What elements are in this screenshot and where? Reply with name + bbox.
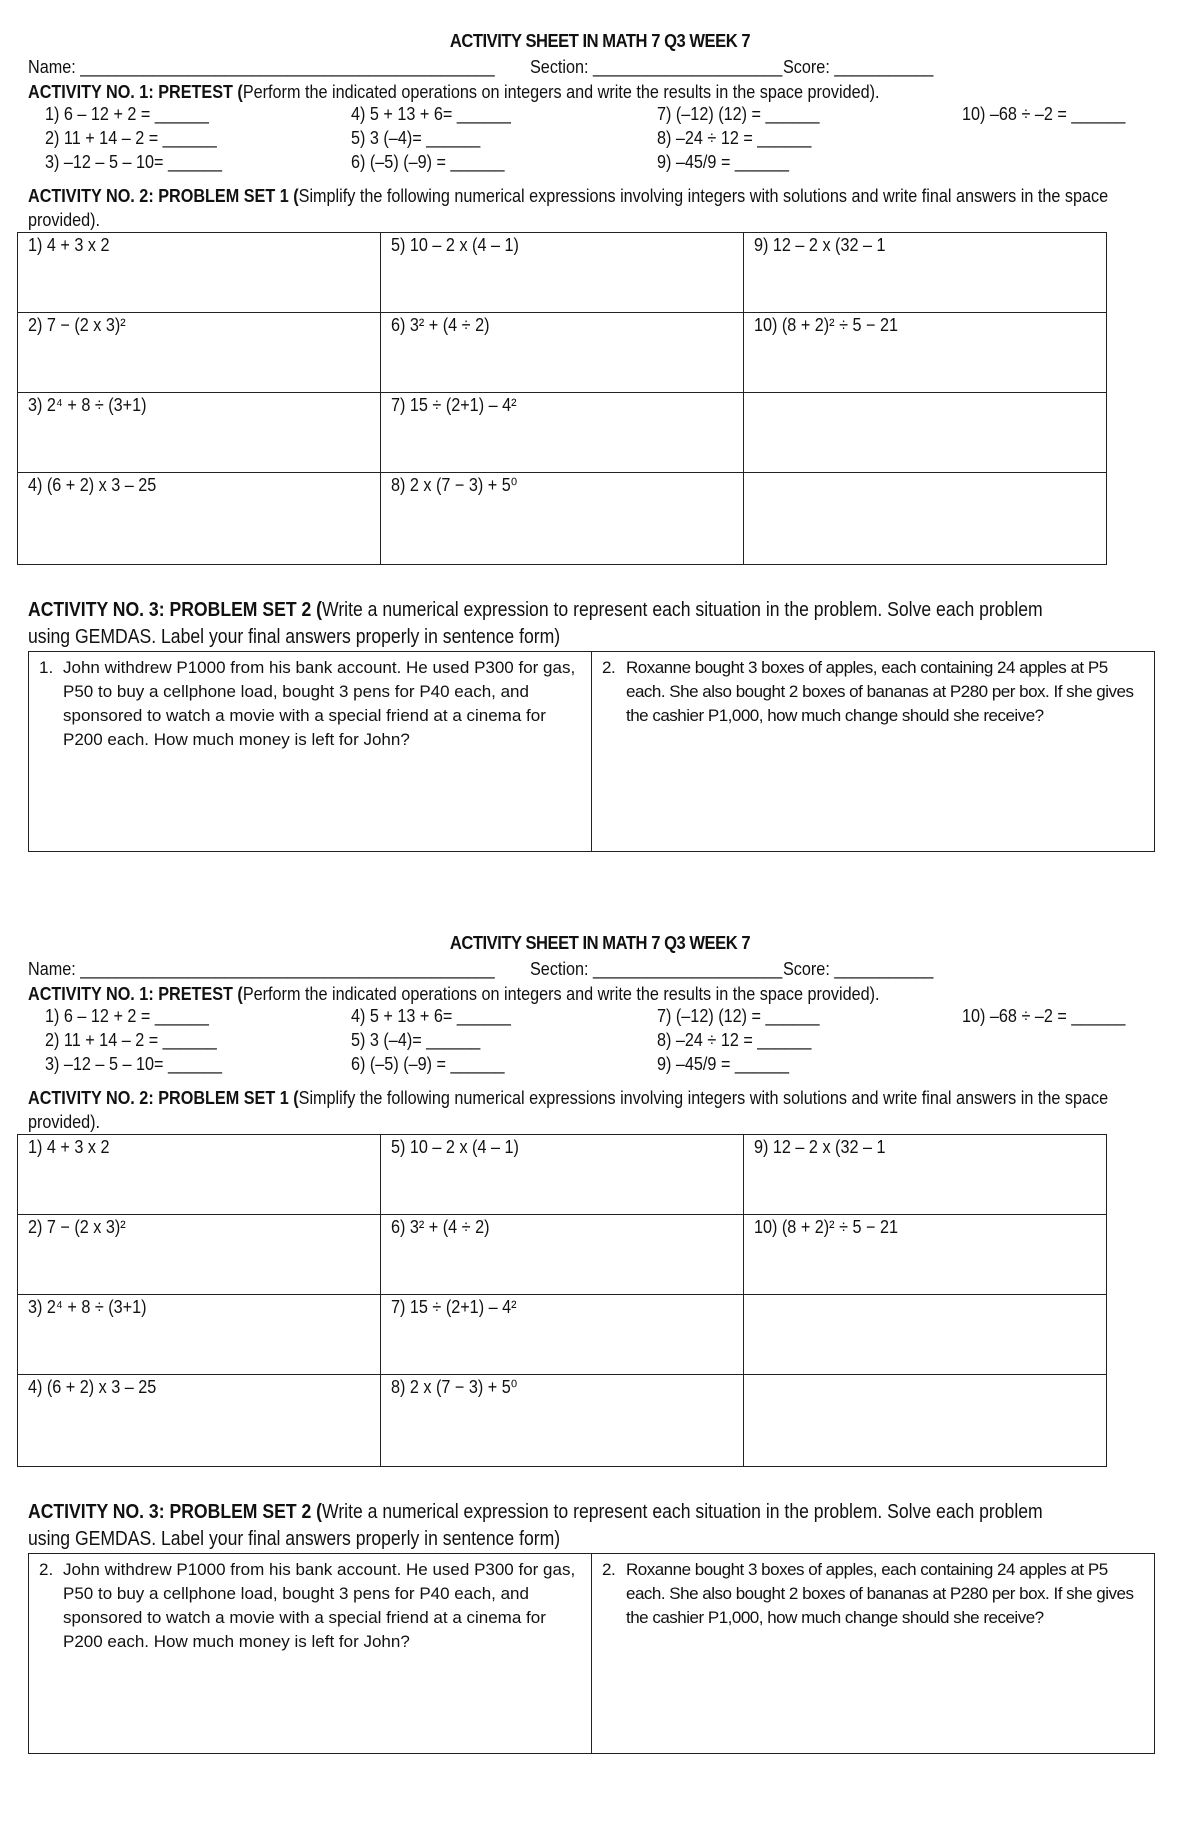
name-field[interactable]: Name: ______________________________________________: [28, 57, 495, 77]
problem-cell[interactable]: 10) (8 + 2)² ÷ 5 − 21: [744, 1215, 1107, 1295]
activity1-heading: ACTIVITY NO. 1: PRETEST (Perform the indicated operations on integers and write the results in the space provided).: [28, 984, 880, 1004]
problem-cell[interactable]: 5) 10 – 2 x (4 – 1): [381, 233, 744, 313]
score-field[interactable]: Score: ___________: [783, 959, 934, 979]
empty-cell: [744, 1295, 1107, 1375]
word-problem-cell[interactable]: [592, 652, 1155, 852]
problem-cell[interactable]: 6) 3² + (4 ÷ 2): [381, 313, 744, 393]
sheet-title: ACTIVITY SHEET IN MATH 7 Q3 WEEK 7: [449, 31, 751, 51]
empty-cell: [744, 1375, 1107, 1467]
pretest-item: 9) –45/9 = ______: [657, 1054, 789, 1074]
pretest-item: 3) –12 – 5 – 10= ______: [45, 152, 223, 172]
pretest-item: 2) 11 + 14 – 2 = ______: [45, 1030, 217, 1050]
pretest-item: 6) (–5) (–9) = ______: [351, 1054, 505, 1074]
pretest-item: 5) 3 (–4)= ______: [351, 128, 481, 148]
problem-cell[interactable]: 2) 7 − (2 x 3)²: [18, 1215, 381, 1295]
problem-cell[interactable]: 6) 3² + (4 ÷ 2): [381, 1215, 744, 1295]
student-info-row: [28, 956, 1200, 982]
word-problem-john: John withdrew P1000 from his bank account. He used P300 for gas, P50 to buy a cellphone load, bought 3 pens for P40 each, and sponsored to watch a movie with a special friend at a cinema for P200 each. How much money is left for John?: [63, 1560, 576, 1651]
pretest-items: [0, 104, 1200, 180]
pretest-item: 1) 6 – 12 + 2 = ______: [45, 104, 209, 124]
problem-number: 2.: [602, 1560, 616, 1579]
empty-cell: [744, 393, 1107, 473]
pretest-item: 1) 6 – 12 + 2 = ______: [45, 1006, 209, 1026]
activity2-heading: ACTIVITY NO. 2: PROBLEM SET 1 (Simplify the following numerical expressions involving integers with solutions and write final answers in the space provided).: [28, 1088, 1109, 1132]
pretest-item: 3) –12 – 5 – 10= ______: [45, 1054, 223, 1074]
pretest-item: 8) –24 ÷ 12 = ______: [657, 1030, 812, 1050]
problem-cell[interactable]: 4) (6 + 2) x 3 – 25: [18, 473, 381, 565]
pretest-item: 9) –45/9 = ______: [657, 152, 789, 172]
problem-set-2-table: [28, 1553, 1155, 1754]
word-problem-roxanne: Roxanne bought 3 boxes of apples, each containing 24 apples at P5 each. She also bought 2 boxes of bananas at P280 per box. If she gives the cashier P1,000, how much change should she receive?: [626, 1560, 1134, 1627]
word-problem-cell[interactable]: [29, 1554, 592, 1754]
problem-number: 2.: [39, 1560, 54, 1579]
pretest-item: 10) –68 ÷ –2 = ______: [962, 1006, 1126, 1026]
student-info-row: [28, 54, 1200, 80]
pretest-item: 4) 5 + 13 + 6= ______: [351, 1006, 511, 1026]
word-problem-john: John withdrew P1000 from his bank account. He used P300 for gas, P50 to buy a cellphone load, bought 3 pens for P40 each, and sponsored to watch a movie with a special friend at a cinema for P200 each. How much money is left for John?: [63, 658, 576, 749]
activity3-heading: ACTIVITY NO. 3: PROBLEM SET 2 (Write a numerical expression to represent each situation in the problem. Solve each problem using GEMDAS. Label your final answers properly in sentence form): [28, 599, 1043, 648]
problem-cell[interactable]: 9) 12 – 2 x (32 – 1: [744, 1135, 1107, 1215]
pretest-item: 6) (–5) (–9) = ______: [351, 152, 505, 172]
problem-cell[interactable]: 3) 2⁴ + 8 ÷ (3+1): [18, 1295, 381, 1375]
activity-sheet-1: [0, 28, 1200, 852]
word-problem-roxanne: Roxanne bought 3 boxes of apples, each containing 24 apples at P5 each. She also bought 2 boxes of bananas at P280 per box. If she gives the cashier P1,000, how much change should she receive?: [626, 658, 1134, 725]
problem-set-1-table: [17, 232, 1107, 565]
activity3-heading: ACTIVITY NO. 3: PROBLEM SET 2 (Write a numerical expression to represent each situation in the problem. Solve each problem using GEMDAS. Label your final answers properly in sentence form): [28, 1501, 1043, 1550]
section-field[interactable]: Section: _____________________: [530, 57, 783, 77]
problem-cell[interactable]: 7) 15 ÷ (2+1) – 4²: [381, 1295, 744, 1375]
problem-cell[interactable]: 8) 2 x (7 − 3) + 5⁰: [381, 1375, 744, 1467]
pretest-item: 10) –68 ÷ –2 = ______: [962, 104, 1126, 124]
problem-cell[interactable]: 1) 4 + 3 x 2: [18, 233, 381, 313]
problem-cell[interactable]: 8) 2 x (7 − 3) + 5⁰: [381, 473, 744, 565]
word-problem-cell[interactable]: [592, 1554, 1155, 1754]
activity-sheet-2: [0, 930, 1200, 1754]
activity1-heading: ACTIVITY NO. 1: PRETEST (Perform the indicated operations on integers and write the results in the space provided).: [28, 82, 880, 102]
pretest-item: 7) (–12) (12) = ______: [657, 1006, 820, 1026]
problem-set-1-table: [17, 1134, 1107, 1467]
sheet-title: ACTIVITY SHEET IN MATH 7 Q3 WEEK 7: [449, 933, 751, 953]
problem-cell[interactable]: 10) (8 + 2)² ÷ 5 − 21: [744, 313, 1107, 393]
problem-number: 1.: [39, 658, 54, 677]
pretest-item: 5) 3 (–4)= ______: [351, 1030, 481, 1050]
pretest-items: [0, 1006, 1200, 1082]
problem-cell[interactable]: 2) 7 − (2 x 3)²: [18, 313, 381, 393]
problem-set-2-table: [28, 651, 1155, 852]
name-field[interactable]: Name: ______________________________________________: [28, 959, 495, 979]
pretest-item: 8) –24 ÷ 12 = ______: [657, 128, 812, 148]
score-field[interactable]: Score: ___________: [783, 57, 934, 77]
problem-cell[interactable]: 7) 15 ÷ (2+1) – 4²: [381, 393, 744, 473]
activity2-heading: ACTIVITY NO. 2: PROBLEM SET 1 (Simplify the following numerical expressions involving integers with solutions and write final answers in the space provided).: [28, 186, 1109, 230]
problem-number: 2.: [602, 658, 616, 677]
empty-cell: [744, 473, 1107, 565]
problem-cell[interactable]: 4) (6 + 2) x 3 – 25: [18, 1375, 381, 1467]
word-problem-cell[interactable]: [29, 652, 592, 852]
problem-cell[interactable]: 5) 10 – 2 x (4 – 1): [381, 1135, 744, 1215]
problem-cell[interactable]: 1) 4 + 3 x 2: [18, 1135, 381, 1215]
pretest-item: 4) 5 + 13 + 6= ______: [351, 104, 511, 124]
problem-cell[interactable]: 3) 2⁴ + 8 ÷ (3+1): [18, 393, 381, 473]
problem-cell[interactable]: 9) 12 – 2 x (32 – 1: [744, 233, 1107, 313]
pretest-item: 7) (–12) (12) = ______: [657, 104, 820, 124]
section-field[interactable]: Section: _____________________: [530, 959, 783, 979]
pretest-item: 2) 11 + 14 – 2 = ______: [45, 128, 217, 148]
